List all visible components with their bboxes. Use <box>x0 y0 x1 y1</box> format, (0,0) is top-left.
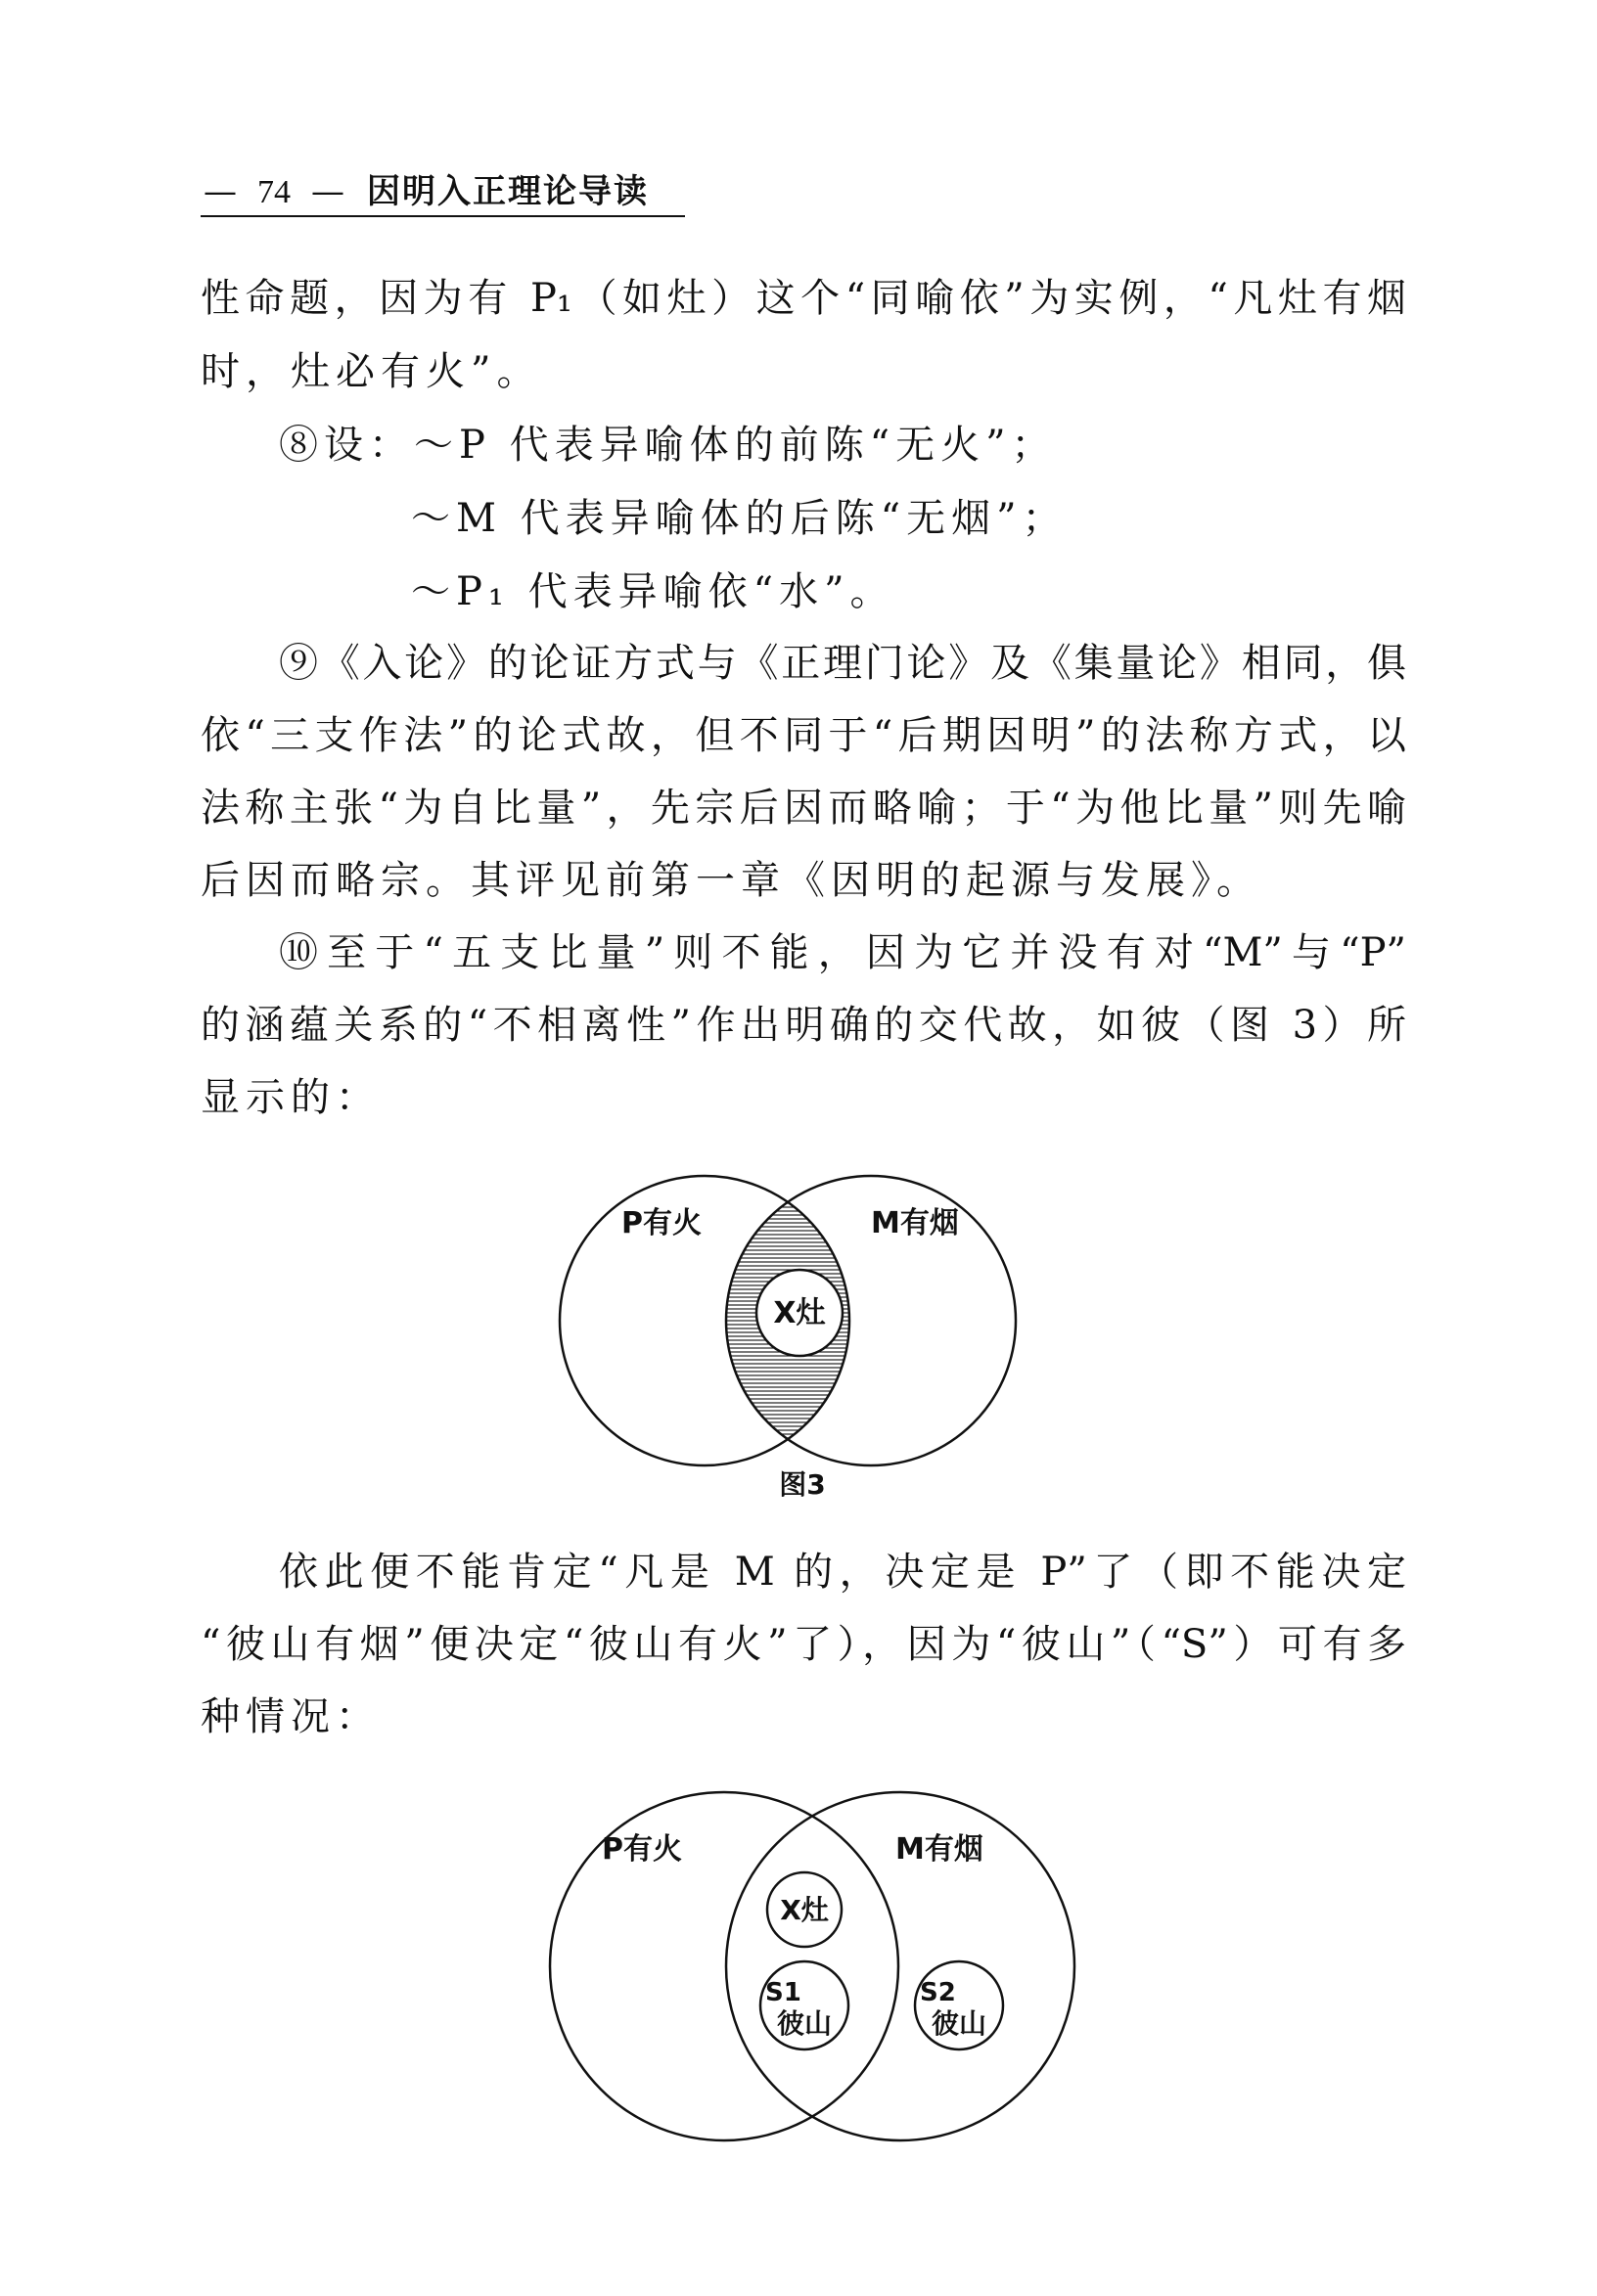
label-x-stove: X灶 <box>780 1894 829 1926</box>
label-s2-name: 彼山 <box>931 2007 987 2040</box>
label-m-has-smoke: M有烟 <box>895 1832 983 1867</box>
note-8-line: ⑧设：～P 代表异喻体的前陈“无火”； <box>279 423 1057 468</box>
text-line: 显示的： <box>201 1075 381 1120</box>
note-9-line: ⑨《入论》的论证方式与《正理门论》及《集量论》相同，俱 <box>279 641 1406 686</box>
label-x-stove: X灶 <box>773 1296 826 1330</box>
page-header <box>201 168 685 217</box>
text-line: 种情况： <box>201 1694 381 1739</box>
text-line: “彼山有烟”便决定“彼山有火”了），因为“彼山”（“S”）可有多 <box>201 1622 1406 1667</box>
text-line: 依“三支作法”的论式故，但不同于“后期因明”的法称方式，以 <box>201 713 1406 758</box>
figure-3-venn <box>558 1154 1047 1467</box>
text-line: 的涵蕴关系的“不相离性”作出明确的交代故，如彼（图 3）所 <box>201 1003 1406 1048</box>
figure-4-venn <box>548 1780 1076 2152</box>
book-title: 因明入正理论导读 <box>367 172 649 211</box>
label-s1-name: 彼山 <box>776 2007 833 2040</box>
header-dash-left: — <box>204 172 237 211</box>
label-s1-code: S1 <box>765 1978 801 2007</box>
note-8-line: ～P₁ 代表异喻依“水”。 <box>411 569 895 614</box>
label-p-has-fire: P有火 <box>621 1206 702 1240</box>
text-line: 法称主张“为自比量”，先宗后因而略喻；于“为他比量”则先喻 <box>201 786 1406 831</box>
label-s2-code: S2 <box>920 1978 956 2007</box>
label-p-has-fire: P有火 <box>602 1832 682 1867</box>
page-number: 74 <box>257 174 291 210</box>
header-dash-right: — <box>311 172 344 211</box>
label-m-has-smoke: M有烟 <box>871 1206 959 1240</box>
text-line: 性命题，因为有 P₁（如灶）这个“同喻依”为实例，“凡灶有烟 <box>201 276 1406 321</box>
text-line: 时，灶必有火”。 <box>201 349 542 394</box>
figure-3-caption: 图3 <box>779 1468 826 1501</box>
note-10-line: ⑩至于“五支比量”则不能，因为它并没有对“M”与“P” <box>279 930 1406 975</box>
text-line: 依此便不能肯定“凡是 M 的，决定是 P”了（即不能决定 <box>279 1550 1406 1595</box>
note-8-line: ～M 代表异喻体的后陈“无烟”； <box>411 496 1068 541</box>
text-line: 后因而略宗。其评见前第一章《因明的起源与发展》。 <box>201 858 1261 903</box>
